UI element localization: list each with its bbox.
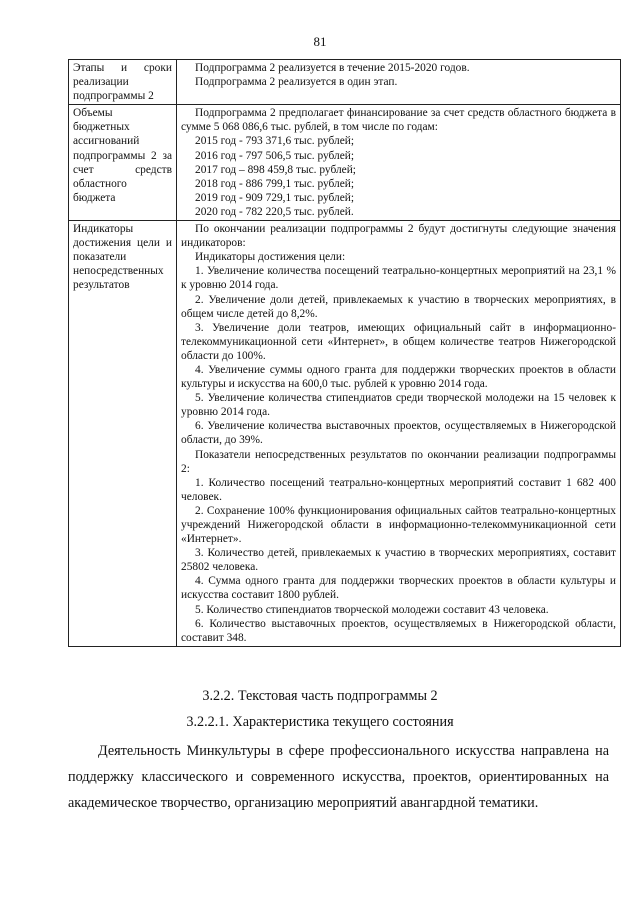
stages-line: Подпрограмма 2 реализуется в течение 2015-2020 годов. (195, 62, 470, 74)
row-label-stages: Этапы и сроки реализации подпрограммы 2 (69, 60, 177, 105)
row-label-budget: Объемы бюджетных ассигнований подпрограммы 2 за счет средств областного бюджета (69, 105, 177, 221)
row-label-indicators: Индикаторы достижения цели и показатели непосредственных результатов (69, 221, 177, 647)
indicator-paragraph: 4. Увеличение суммы одного гранта для поддержки творческих проектов в области культуры и искусства на 600,0 тыс. рублей к уровню 2014 года. (181, 363, 616, 391)
indicator-paragraph: 5. Количество стипендиатов творческой молодежи составит 43 человека. (195, 603, 549, 616)
indicator-paragraph: Индикаторы достижения цели: (195, 251, 346, 264)
table-row (69, 60, 621, 105)
indicator-paragraph: 3. Количество детей, привлекаемых к участию в творческих мероприятиях, составит 25802 человека. (181, 547, 616, 574)
budget-year: 2018 год - 886 799,1 тыс. рублей; (195, 177, 355, 190)
table-row (69, 221, 621, 647)
budget-year: 2019 год - 909 729,1 тыс. рублей; (195, 191, 355, 204)
budget-year: 2015 год - 793 371,6 тыс. рублей; (195, 135, 355, 148)
budget-intro: Подпрограмма 2 предполагает финансирование за счет средств областного бюджета в сумме 5 068 086,6 тыс. рублей, в том числе по годам: (181, 107, 616, 134)
subprogram-passport-table (68, 59, 621, 647)
indicator-paragraph: 6. Количество выставочных проектов, осуществляемых в Нижегородской области, составит 348. (181, 617, 616, 644)
indicator-paragraph: 6. Увеличение количества выставочных проектов, осуществляемых в Нижегородской области, до 39%. (181, 420, 616, 447)
stages-line: Подпрограмма 2 реализуется в один этап. (195, 76, 398, 89)
indicator-paragraph: 1. Количество посещений театрально-концертных мероприятий составит 1 682 400 человек. (181, 476, 616, 503)
indicator-paragraph: 2. Сохранение 100% функционирования официальных сайтов театрально-концертных учреждений Нижегородской области в информационно-телекоммуникационной сети «Интернет». (181, 504, 616, 546)
row-value-indicators (177, 221, 621, 647)
section-heading: 3.2.2. Текстовая часть подпрограммы 2 (202, 688, 438, 704)
indicator-paragraph: 3. Увеличение доли театров, имеющих официальный сайт в информационно-телекоммуникационной сети «Интернет», в общем количестве театров Нижегородской области до 100%. (181, 321, 616, 362)
indicator-paragraph: 4. Сумма одного гранта для поддержки творческих проектов в области культуры и искусства составит 1800 рублей. (181, 575, 616, 602)
row-value-budget (177, 105, 621, 221)
row-value-stages (177, 60, 621, 105)
budget-year: 2016 год - 797 506,5 тыс. рублей; (195, 149, 355, 162)
body-paragraph: Деятельность Минкультуры в сфере профессионального искусства направлена на поддержку классического и современного искусства, проектов, ориентированных на академическое творчество, организацию мероприятий авангардной тематики. (68, 743, 609, 811)
indicator-paragraph: По окончании реализации подпрограммы 2 будут достигнуты следующие значения индикаторов: (181, 223, 616, 250)
indicator-paragraph: 2. Увеличение доли детей, привлекаемых к участию в творческих мероприятиях, в общем числе детей до 8,2%. (181, 293, 616, 320)
budget-year: 2020 год - 782 220,5 тыс. рублей. (195, 205, 354, 218)
budget-year: 2017 год – 898 459,8 тыс. рублей; (195, 163, 356, 176)
indicator-paragraph: 5. Увеличение количества стипендиатов среди творческой молодежи на 15 человек к уровню 2014 года. (181, 392, 616, 419)
page-number: 81 (313, 34, 327, 49)
indicator-paragraph: 1. Увеличение количества посещений театрально-концертных мероприятий на 23,1 % к уровню 2014 года. (181, 265, 616, 292)
subsection-heading: 3.2.2.1. Характеристика текущего состояния (186, 714, 454, 730)
table-row (69, 105, 621, 221)
indicator-paragraph: Показатели непосредственных результатов по окончании реализации подпрограммы 2: (181, 448, 616, 475)
